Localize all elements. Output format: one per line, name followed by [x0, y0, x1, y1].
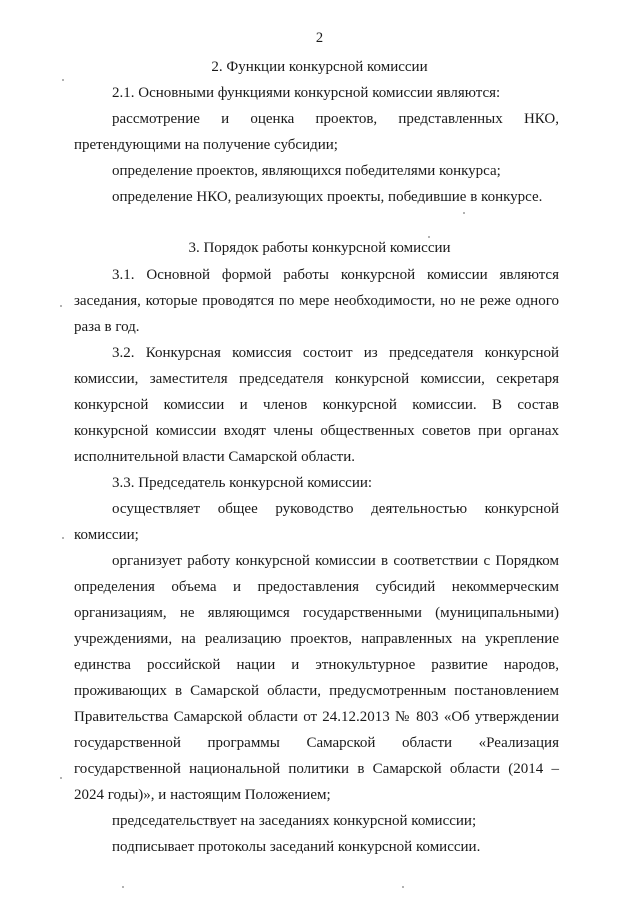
paragraph-2-nko — [74, 184, 559, 210]
text-line: определения объема и предоставления субсидий некоммерческим — [74, 579, 559, 595]
text-line: 3.2. Конкурсная комиссия состоит из председателя конкурсной — [112, 345, 559, 361]
scan-speck — [60, 305, 62, 307]
text-line: раза в год. — [74, 319, 140, 335]
paragraph-3-2 — [74, 340, 559, 470]
scan-speck — [62, 537, 64, 539]
section-3-heading: 3. Порядок работы конкурсной комиссии — [188, 240, 451, 256]
text-line: 3.1. Основной формой работы конкурсной комиссии являются — [112, 267, 559, 283]
paragraph-3-1 — [74, 262, 559, 340]
text-line: заседания, которые проводятся по мере необходимости, но не реже одного — [74, 293, 559, 309]
scan-speck — [428, 236, 430, 238]
text-line: 2024 годы)», и настоящим Положением; — [74, 787, 331, 803]
scan-speck — [463, 212, 465, 214]
text-line: организациям, не являющимся государственными (муниципальными) — [74, 605, 559, 621]
scan-speck — [60, 777, 62, 779]
text-line: проживающих в Самарской области, предусмотренным постановлением — [74, 683, 559, 699]
paragraph-2-1 — [74, 80, 559, 106]
text-line: осуществляет общее руководство деятельностью конкурсной — [112, 501, 559, 517]
text-line: председательствует на заседаниях конкурсной комиссии; — [112, 813, 477, 829]
text-line: 2.1. Основными функциями конкурсной комиссии являются: — [112, 85, 501, 101]
text-line: 3.3. Председатель конкурсной комиссии: — [112, 475, 373, 491]
text-line: претендующими на получение субсидии; — [74, 137, 338, 153]
scan-speck — [402, 886, 404, 888]
text-line: конкурсной комиссии и членов конкурсной комиссии. В состав — [74, 397, 559, 413]
paragraph-3-3-signs — [74, 834, 559, 860]
text-line: определение НКО, реализующих проекты, победившие в конкурсе. — [112, 189, 543, 205]
text-line: учреждениями, на реализацию проектов, направленных на укрепление — [74, 631, 559, 647]
text-line: единства российской нации и этнокультурное развитие народов, — [74, 657, 559, 673]
paragraph-2-review — [74, 106, 559, 158]
text-line: комиссии, заместителя председателя конкурсной комиссии, секретаря — [74, 371, 559, 387]
text-line: государственной программы Самарской области «Реализация — [74, 735, 559, 751]
text-line: комиссии; — [74, 527, 139, 543]
section-2-heading: 2. Функции конкурсной комиссии — [211, 59, 428, 75]
text-line: исполнительной власти Самарской области. — [74, 449, 355, 465]
text-line: организует работу конкурсной комиссии в соответствии с Порядком — [112, 553, 559, 569]
scan-speck — [122, 886, 124, 888]
text-line: государственной национальной политики в Самарской области (2014 – — [74, 761, 559, 777]
paragraph-3-3-chairs — [74, 808, 559, 834]
text-line: подписывает протоколы заседаний конкурсной комиссии. — [112, 839, 481, 855]
text-line: Правительства Самарской области от 24.12.2013 № 803 «Об утверждении — [74, 709, 559, 725]
paragraph-2-winners — [74, 158, 559, 184]
scan-speck — [62, 79, 64, 81]
page-number: 2 — [315, 30, 324, 46]
paragraph-3-3-general — [74, 496, 559, 548]
text-line: определение проектов, являющихся победителями конкурса; — [112, 163, 501, 179]
paragraph-3-3 — [74, 470, 559, 496]
text-line: рассмотрение и оценка проектов, представленных НКО, — [112, 111, 559, 127]
paragraph-3-3-organizes — [74, 548, 559, 808]
text-line: конкурсной комиссии входят члены общественных советов при органах — [74, 423, 559, 439]
